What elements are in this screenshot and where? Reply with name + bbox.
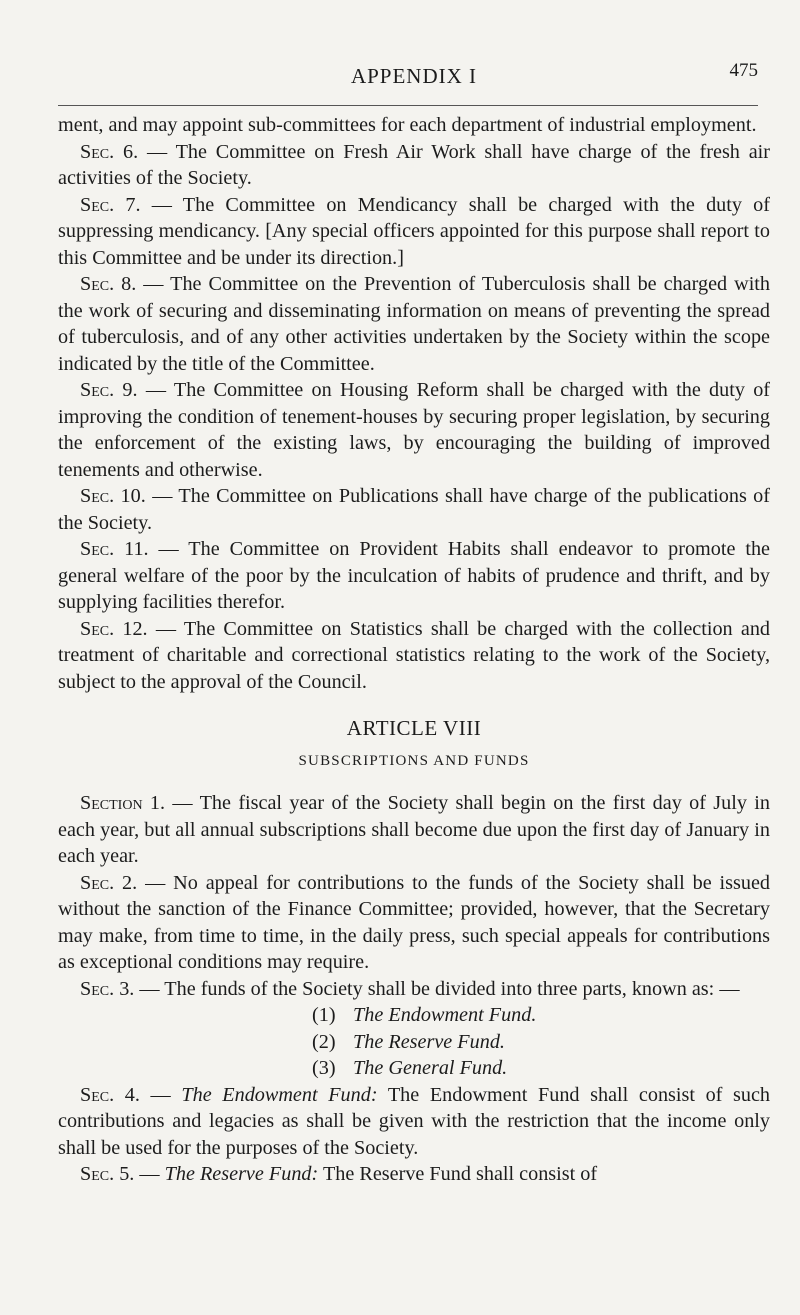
section-label: Sec. 8. [80, 273, 137, 295]
section-title: The Reserve Fund: [164, 1163, 319, 1185]
article8-section-5: Sec. 5. — The Reserve Fund: The Reserve Fund shall consist of [80, 1163, 598, 1185]
fund-list [58, 1002, 770, 1082]
section-label: Sec. 5. [80, 1163, 135, 1185]
fund-name: The Reserve Fund. [353, 1030, 505, 1053]
fund-number: (1) [312, 1004, 336, 1026]
article8-section-3 [58, 976, 770, 1003]
body-text [58, 112, 770, 1188]
section-label: Sec. 4. [80, 1083, 140, 1106]
fund-name: The Endowment Fund. [353, 1004, 537, 1026]
section-label: Sec. 10. [80, 485, 146, 507]
running-head: APPENDIX I [350, 64, 478, 88]
section-title: The Endowment Fund: [181, 1083, 378, 1106]
list-item [58, 1002, 770, 1029]
section-text: — The Committee on Publications shall have charge of the publications of the Society. [58, 485, 771, 534]
section-text: — The Committee on Housing Reform shall be charged with the duty of improving the condition of tenement-houses by securing proper legislation, by securing the enforcement of the existing laws, by encouraging the building of improved tenements and otherwise. [58, 379, 771, 481]
page-header [58, 60, 770, 100]
section-10 [58, 483, 770, 536]
article8-section-4: Sec. 4. — The Endowment Fund: The Endowment Fund shall consist of such contributions and legacies as shall be given with the restriction that the income only shall be used for the purposes of the Society. [58, 1083, 771, 1159]
section-6 [58, 139, 770, 192]
section-text: — The Committee on Statistics shall be charged with the collection and treatment of charitable and correctional statistics relating to the work of the Society, subject to the approval of the Council. [58, 617, 771, 693]
section-text: — No appeal for contributions to the funds of the Society shall be issued without the sanction of the Finance Committee; provided, however, that the Secretary may make, from time to time, in the daily press, such special appeals for contributions as exceptional conditions may require. [58, 871, 770, 973]
header-rule [58, 105, 758, 106]
section-label: Sec. 3. [80, 977, 135, 1000]
section-text: The Endowment Fund shall consist of such contributions and legacies as shall be given with the restriction that the income only shall be used for the purposes of the Society. [58, 1083, 771, 1159]
article8-section-2 [58, 870, 770, 976]
section-label: Section 1. [80, 792, 166, 814]
article8-section-1 [58, 790, 770, 870]
section-8 [58, 271, 770, 377]
fund-number: (2) [312, 1030, 336, 1053]
section-9 [58, 377, 770, 483]
article-subtitle: SUBSCRIPTIONS AND FUNDS [298, 752, 530, 769]
section-label: Sec. 6. [80, 140, 139, 163]
section-text: — The fiscal year of the Society shall begin on the first day of July in each year, but all annual subscriptions shall become due upon the first day of January in each year. [58, 792, 771, 867]
section-text: — The funds of the Society shall be divided into three parts, known as: — [139, 977, 740, 1000]
section-label: Sec. 7. [80, 193, 141, 216]
section-text: — The Committee on Mendicancy shall be charged with the duty of suppressing mendicancy. [Any special officers appointed for this purpose shall report to this Committee and be under its direction.] [58, 193, 770, 269]
list-item [58, 1029, 770, 1056]
section-11 [58, 536, 770, 616]
fund-name: The General Fund. [353, 1057, 508, 1079]
fund-number: (3) [312, 1057, 336, 1079]
continuation-paragraph: ment, and may appoint sub-committees for each department of industrial employment. [58, 114, 757, 136]
section-label: Sec. 2. [80, 871, 138, 894]
section-label: Sec. 9. [80, 379, 138, 401]
section-label: Sec. 11. [80, 538, 149, 560]
section-label: Sec. 12. [80, 617, 148, 640]
section-text: The Reserve Fund shall consist of [322, 1163, 598, 1185]
section-text: — The Committee on the Prevention of Tuberculosis shall be charged with the work of securing and disseminating information on means of preventing the spread of tuberculosis, and of any other activities undertaken by the Society within the scope indicated by the title of the Committee. [58, 273, 771, 375]
section-text: — The Committee on Provident Habits shall endeavor to promote the general welfare of the poor by the inculcation of habits of prudence and thrift, and by supplying facilities therefor. [58, 538, 771, 613]
section-12 [58, 616, 770, 696]
section-text: — The Committee on Fresh Air Work shall have charge of the fresh air activities of the Society. [58, 140, 771, 189]
page-number: 475 [729, 60, 758, 81]
article-title: ARTICLE VIII [346, 716, 482, 740]
list-item [58, 1055, 770, 1082]
section-7 [58, 192, 770, 272]
